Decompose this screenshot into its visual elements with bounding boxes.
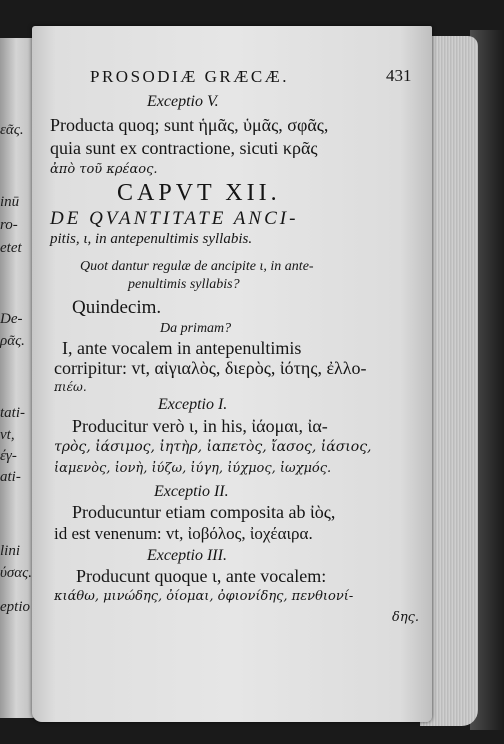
exception-heading: Exceptio I. [158,396,228,413]
left-page-fragment: εᾶς. [0,122,24,138]
left-page-fragment: vt, [0,427,15,443]
left-page-fragment: tati- [0,405,25,421]
chapter-heading: CAPVT XII. [117,180,281,206]
question-line: Da primam? [160,321,232,336]
chapter-title-continued: pitis, ι, in antepenultimis syllabis. [50,231,253,247]
left-page-fragment: inū [0,194,20,210]
question-line: penultimis syllabis? [128,277,240,292]
running-head: PROSODIÆ GRÆCÆ. [90,67,290,86]
exception-heading: Exceptio II. [154,483,229,500]
book-page [32,26,432,722]
left-page-fragment: ύσας. [0,565,32,581]
exception-heading: Exceptio III. [147,547,227,564]
left-page-fragment: ρᾶς. [0,333,25,349]
text-line: ἀπὸ τοῦ κρέαος. [50,162,158,177]
text-line: Producuntur etiam composita ab ἰὸς, [72,502,336,522]
text-line: I, ante vocalem in antepenultimis [62,338,302,358]
left-page-fragment: ati- [0,469,21,485]
left-page-fragment: De- [0,311,23,327]
text-line: Producta quoq; sunt ἡμᾶς, ὑμᾶς, σφᾶς, [50,115,329,135]
text-line: τρὸς, ἰάσιμος, ἰητὴρ, ἰαπετὸς, ἴασος, ἰάσιος, [54,439,372,455]
text-line: id est venenum: vt, ἰοβόλος, ἰοχέαιρα. [54,524,313,543]
text-line: κιάθω, μινώδης, ὀίομαι, ὀφιονίδης, πενθιονί- [54,589,354,604]
exception-heading: Exceptio V. [147,93,219,110]
text-line: ἰαμενὸς, ἰονὴ, ἰύζω, ἰύγη, ἰύχμος, ἰωχμός. [54,461,332,476]
text-line: Producunt quoque ι, ante vocalem: [76,566,327,586]
page-number: 431 [386,66,412,85]
left-page-fragment: lini [0,543,21,559]
text-line: Producitur verò ι, in his, ἰάομαι, ἰα- [72,416,328,436]
answer-line: Quindecim. [72,297,162,318]
text-line: quia sunt ex contractione, sicuti κρᾶς [50,138,318,158]
left-page-fragment: eptio [0,599,30,615]
chapter-title: DE QVANTITATE ANCI- [50,208,299,229]
left-facing-page [0,38,36,718]
text-line: πιέω. [54,380,87,394]
text-line: δης. [392,610,420,625]
question-line: Quot dantur regulæ de ancipite ι, in ante- [80,259,314,274]
left-page-fragment: etet [0,240,22,256]
left-page-fragment: έγ- [0,448,17,464]
left-page-fragment: ro- [0,217,18,233]
text-line: corripitur: vt, αἰγιαλὸς, διερὸς, ἰότης, ἐλλο- [54,358,367,378]
